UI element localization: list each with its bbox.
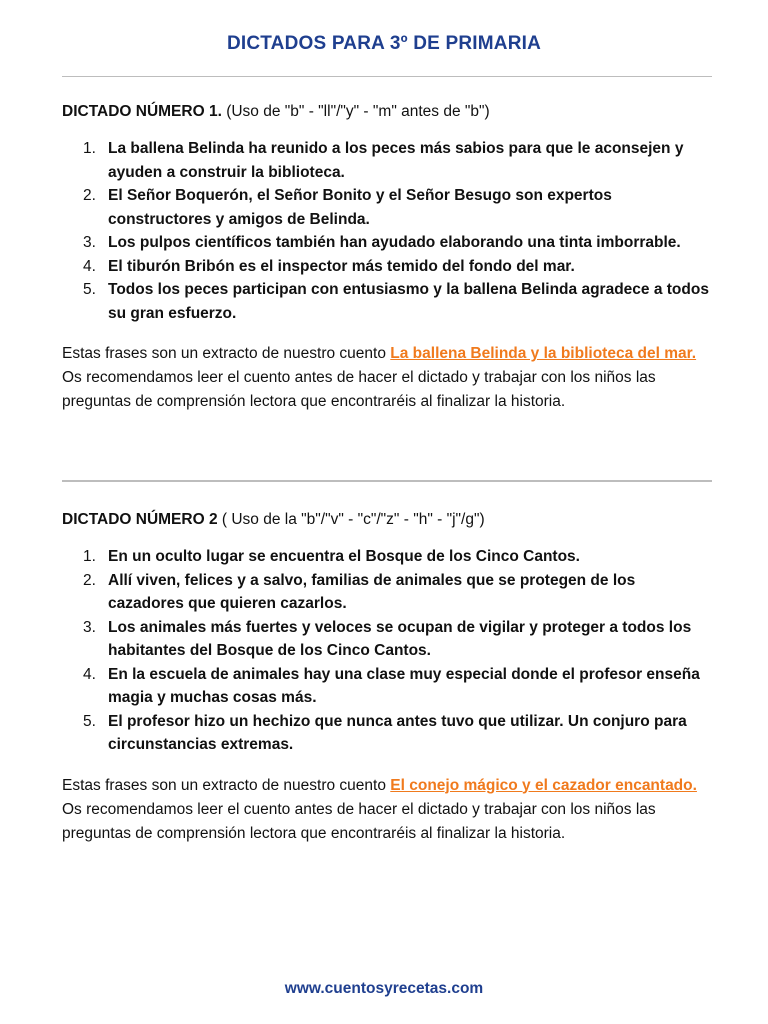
footer-website[interactable]: www.cuentosyrecetas.com — [284, 980, 484, 997]
item-text: Todos los peces participan con entusiasmo y la ballena Belinda agradece a todos su gran esfuerzo. — [108, 281, 709, 322]
item-text: Allí viven, felices y a salvo, familias de animales que se protegen de los cazadores que quieren cazarlos. — [108, 571, 636, 612]
divider-middle — [62, 480, 712, 482]
list-item — [83, 137, 714, 184]
dictado-2-heading — [62, 509, 714, 531]
item-number: 2. — [83, 571, 96, 589]
dictado-1-heading-subtitle: (Uso de "b" - "ll"/"y" - "m" antes de "b") — [221, 103, 490, 120]
item-number: 1. — [83, 140, 96, 157]
note-text-after: Os recomendamos leer el cuento antes de hacer el dictado y trabajar con los niños las preguntas de comprensión lectora que encontraréis al finalizar la historia. — [62, 369, 656, 410]
story-link-conejo-magico[interactable]: El conejo mágico y el cazador encantado. — [390, 776, 697, 794]
item-number: 3. — [83, 234, 96, 251]
item-text: El profesor hizo un hechizo que nunca antes tuvo que utilizar. Un conjuro para circunstancias extremas. — [108, 712, 687, 753]
list-item — [83, 184, 714, 231]
dictado-1-heading — [62, 101, 714, 123]
dictado-1-list — [62, 137, 714, 325]
item-number: 5. — [83, 712, 96, 730]
list-item — [83, 278, 714, 325]
list-item — [83, 710, 714, 757]
list-item — [83, 545, 714, 569]
divider-top — [62, 76, 712, 77]
item-number: 3. — [83, 618, 96, 636]
dictado-2-heading-subtitle: ( Uso de la "b"/"v" - "c"/"z" - "h" - "j"/g") — [217, 511, 485, 528]
item-text: El tiburón Bribón es el inspector más temido del fondo del mar. — [108, 257, 575, 275]
note-text-before: Estas frases son un extracto de nuestro cuento — [62, 345, 391, 362]
list-item — [83, 616, 714, 663]
list-item — [83, 663, 714, 710]
list-item — [83, 569, 714, 616]
item-number: 4. — [83, 665, 96, 683]
item-number: 4. — [83, 257, 96, 275]
item-number: 5. — [83, 281, 96, 298]
list-item — [83, 255, 714, 279]
story-link-ballena-belinda[interactable]: La ballena Belinda y la biblioteca del mar. — [390, 345, 697, 362]
dictado-1-section — [62, 101, 714, 414]
item-number: 1. — [83, 548, 96, 565]
dictado-2-section — [62, 509, 714, 846]
list-item — [83, 231, 714, 255]
item-text: La ballena Belinda ha reunido a los peces más sabios para que le aconsejen y ayuden a construir la biblioteca. — [108, 140, 684, 181]
dictado-1-heading-title: DICTADO NÚMERO 1. — [62, 103, 222, 120]
page-title: DICTADOS PARA 3º DE PRIMARIA — [226, 33, 542, 54]
item-text: Los animales más fuertes y veloces se ocupan de vigilar y proteger a todos los habitantes del Bosque de los Cinco Cantos. — [108, 618, 692, 659]
dictado-1-note — [62, 342, 714, 414]
item-text: Los pulpos científicos también han ayudado elaborando una tinta imborrable. — [108, 234, 681, 251]
note-text-after: Os recomendamos leer el cuento antes de hacer el dictado y trabajar con los niños las preguntas de comprensión lectora que encontraréis al finalizar la historia. — [62, 800, 656, 842]
dictado-2-heading-title: DICTADO NÚMERO 2 — [62, 511, 218, 528]
dictado-2-note — [62, 774, 714, 846]
item-text: El Señor Boquerón, el Señor Bonito y el Señor Besugo son expertos constructores y amigos de Belinda. — [108, 187, 612, 228]
item-number: 2. — [83, 187, 96, 204]
note-text-before: Estas frases son un extracto de nuestro cuento — [62, 776, 391, 794]
item-text: En la escuela de animales hay una clase muy especial donde el profesor enseña magia y muchas cosas más. — [108, 665, 700, 706]
dictado-2-list — [62, 545, 714, 757]
item-text: En un oculto lugar se encuentra el Bosque de los Cinco Cantos. — [108, 548, 580, 565]
